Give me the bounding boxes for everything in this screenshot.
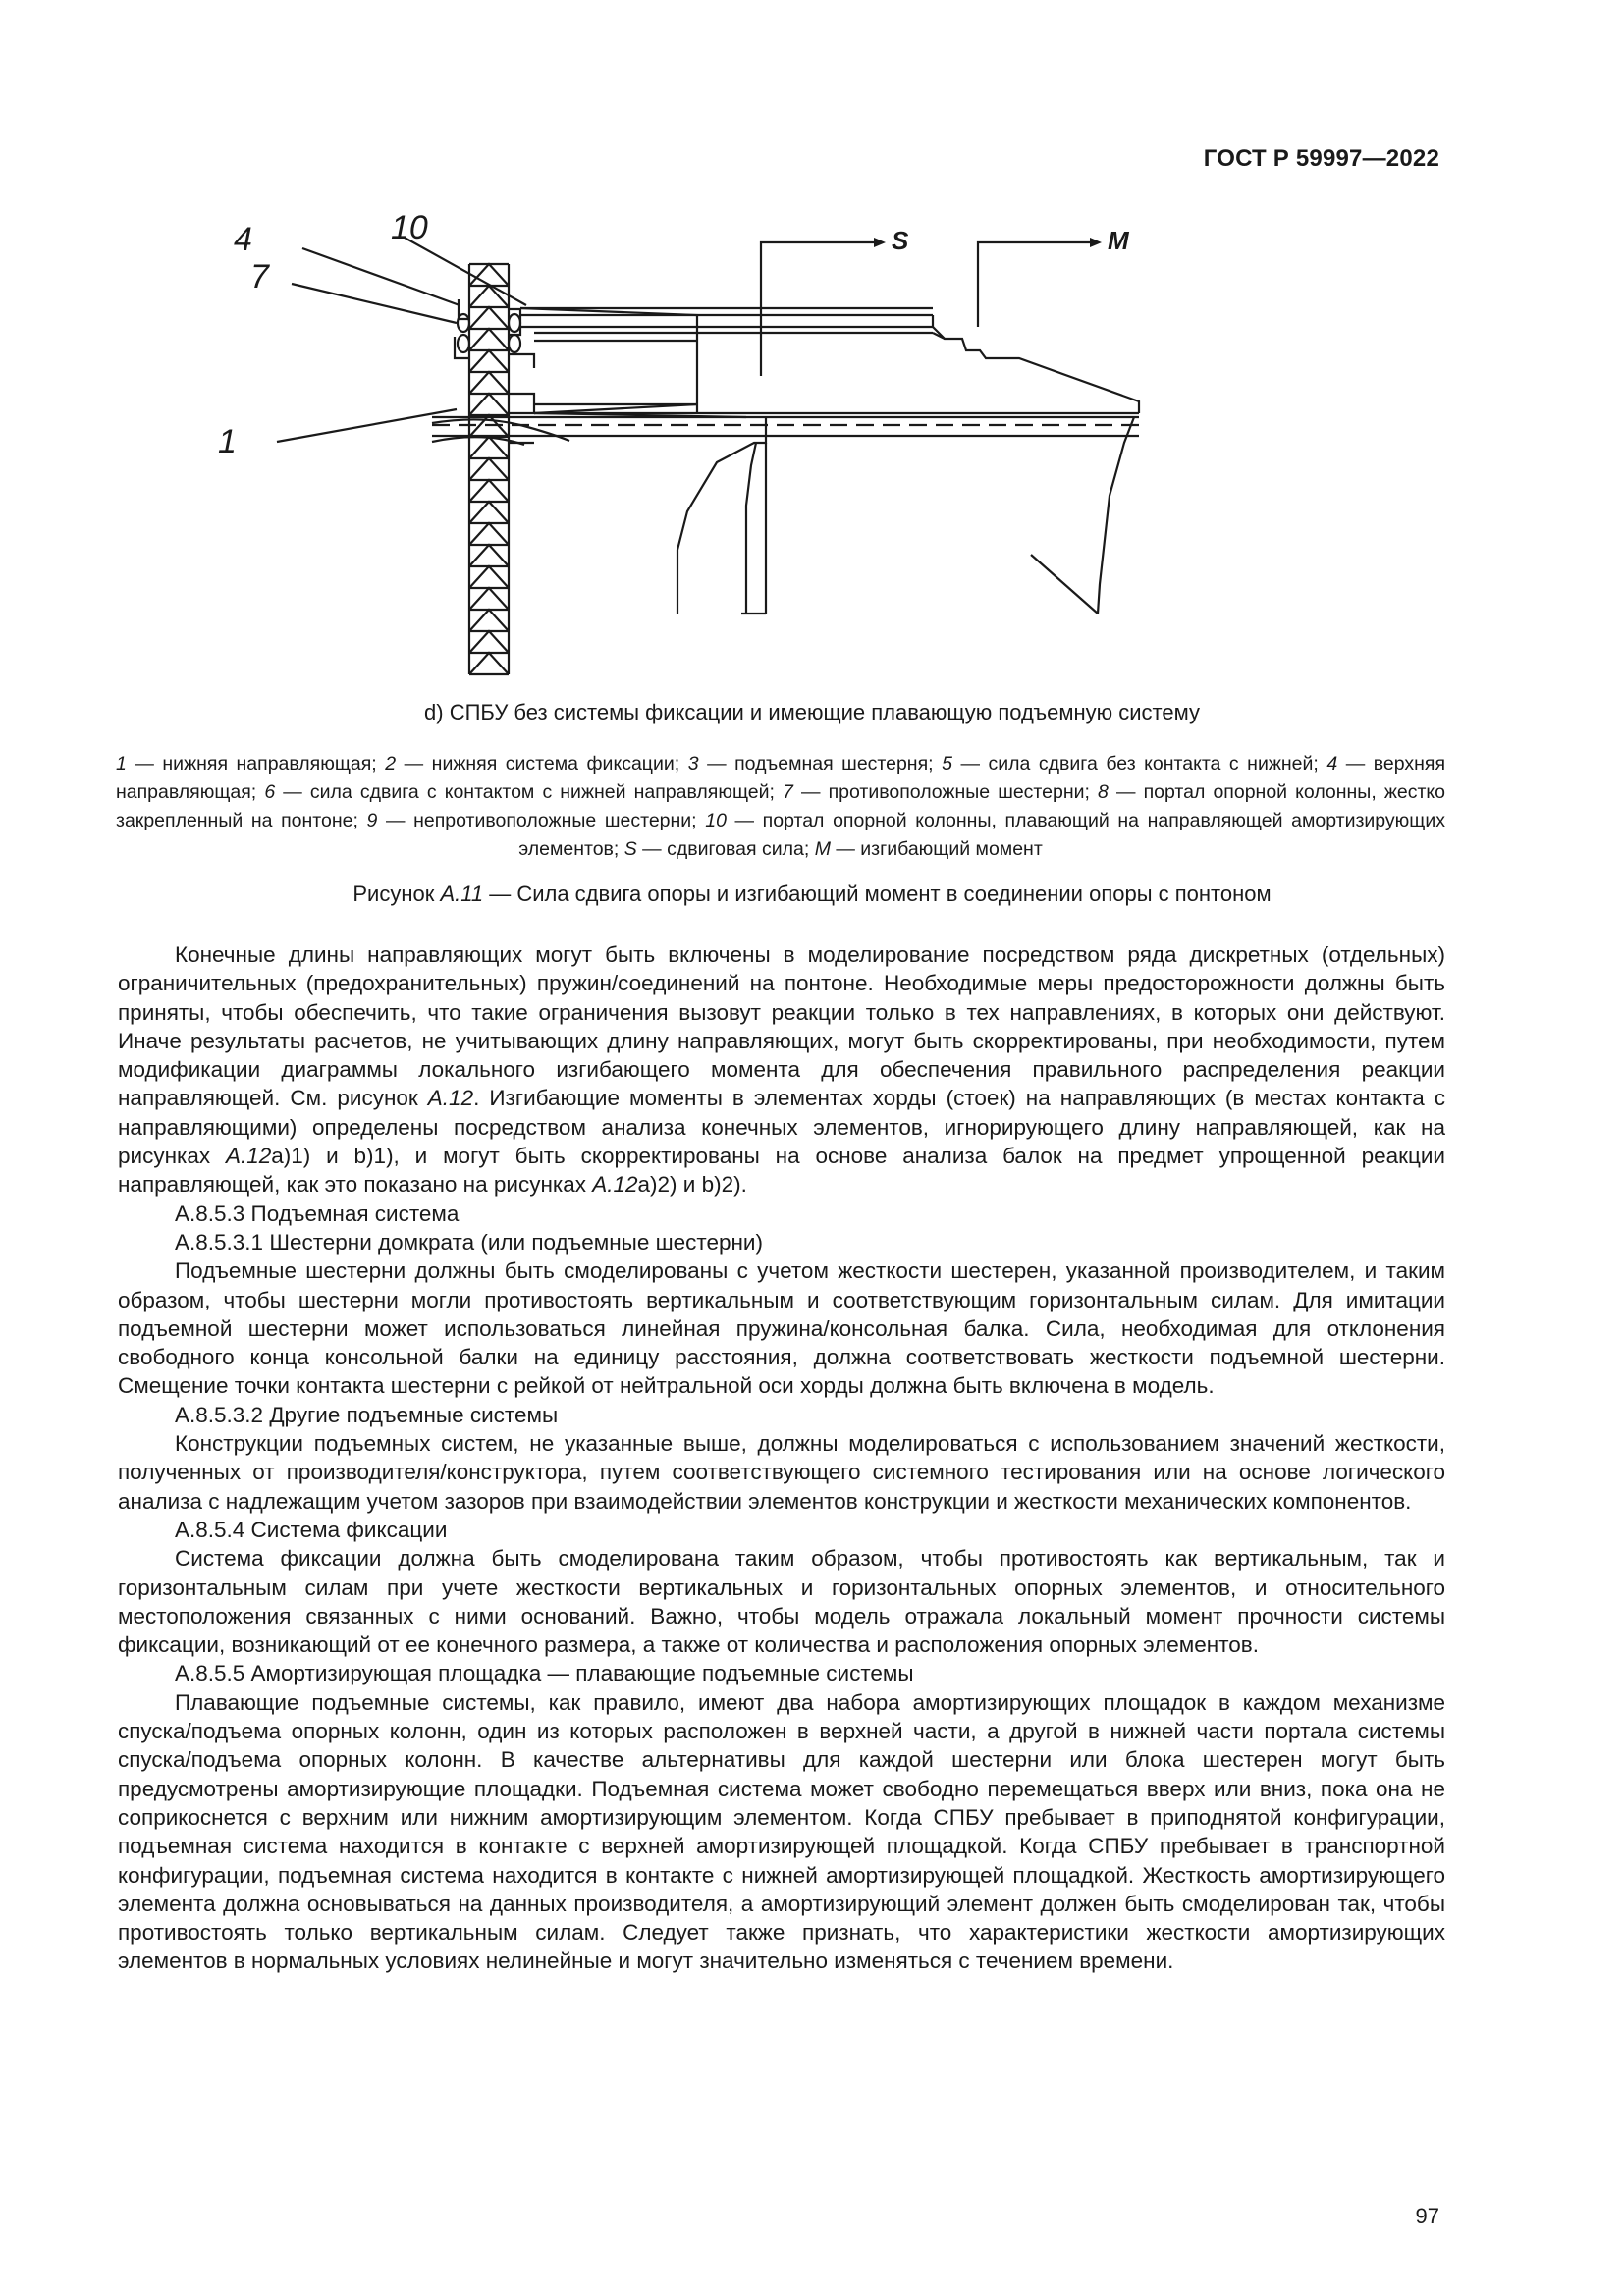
figure-title-number: А.11 — [440, 881, 484, 906]
legend-text: — нижняя направляющая; — [126, 753, 386, 774]
leader-7 — [292, 284, 457, 323]
figure-diagram — [218, 209, 1316, 682]
leader-1 — [277, 409, 457, 442]
hull — [677, 417, 1134, 614]
truss-brace — [469, 350, 509, 372]
legend-key: 9 — [366, 810, 378, 831]
legend-text: — противоположные шестерни; — [792, 781, 1099, 803]
legend-text: — изгибающий момент — [830, 838, 1043, 860]
legend-key: 4 — [1326, 753, 1338, 774]
legend-text: — сила сдвига без контакта с нижней; — [951, 753, 1327, 774]
section-heading: А.8.5.3 Подъемная система — [175, 1201, 460, 1226]
section-heading: А.8.5.3.2 Другие подъемные системы — [175, 1402, 559, 1427]
shear-arrow — [761, 238, 886, 376]
truss-brace — [469, 653, 509, 674]
section-heading: А.8.5.4 Система фиксации — [175, 1517, 448, 1542]
paragraph-3: Конструкции подъемных систем, не указанные выше, должны моделироваться с использованием значений жесткости, полученных от производителя/конструктора, путем соответствующего системного тестирования или на основе логического анализа с надлежащим учетом зазоров при взаимодействии элементов конструкции и жесткости механических компонентов. — [118, 1431, 1445, 1514]
truss-brace — [469, 631, 509, 653]
legend-key: 5 — [942, 753, 952, 774]
legend-key: S — [623, 838, 637, 860]
legend-text: — подъемная шестерня; — [698, 753, 943, 774]
leg-truss — [469, 264, 509, 674]
figure-legend — [116, 750, 1445, 864]
paragraph-4: Система фиксации должна быть смоделирована таким образом, чтобы противостоять как вертикальным, так и горизонтальным силам при учете жесткости вертикальных и горизонтальных опорных элементов, и относительного местоположения связанных с ними оснований. Важно, чтобы модель отражала локальный момент прочности системы фиксации, возникающий от ее конечного размера, а также от количества и расположения опорных элементов. — [118, 1546, 1445, 1658]
portal-structure — [432, 308, 1139, 445]
legend-text: — портал опорной колонны, плавающий на направляющей амортизирующих элементов; — [518, 810, 1445, 860]
label-7: 7 — [250, 258, 269, 295]
truss-brace — [469, 480, 509, 502]
standard-header: ГОСТ Р 59997—2022 — [1203, 145, 1439, 172]
truss-brace — [469, 610, 509, 631]
truss-brace — [469, 545, 509, 566]
page-number: 97 — [1415, 2204, 1439, 2228]
truss-brace — [469, 566, 509, 588]
figure-subcaption: d) СПБУ без системы фиксации и имеющие плавающую подъемную систему — [424, 700, 1200, 724]
label-m: M — [1108, 226, 1129, 255]
figure-title — [0, 881, 1624, 907]
truss-brace — [469, 458, 509, 480]
paragraph-2: Подъемные шестерни должны быть смоделированы с учетом жесткости шестерен, указанной производителем, и таким образом, чтобы шестерни могли противостоять вертикальным и соответствующим горизонтальным силам. Для имитации подъемной шестерни может использоваться линейная пружина/консольная балка. Сила, необходимая для отклонения свободного конца консольной балки на единицу расстояния, должна соответствовать жесткости подъемной шестерни. Смещение точки контакта шестерни с рейкой от нейтральной оси хорды должна быть включена в модель. — [118, 1258, 1445, 1399]
truss-brace — [469, 329, 509, 350]
label-s: S — [892, 226, 909, 255]
legend-text: — верхняя направляющая; — [116, 753, 1445, 803]
legend-text: — непротивоположные шестерни; — [377, 810, 706, 831]
section-heading: А.8.5.3.1 Шестерни домкрата (или подъемные шестерни) — [175, 1229, 763, 1255]
legend-text: — портал опорной колонны, жестко закрепленный на понтоне; — [116, 781, 1445, 831]
truss-brace — [469, 372, 509, 394]
label-4: 4 — [234, 221, 252, 258]
truss-brace — [469, 264, 509, 286]
figure-title-prefix: Рисунок — [352, 881, 441, 906]
paragraph-1: Конечные длины направляющих могут быть включены в моделирование посредством ряда дискретных (отдельных) ограничительных (предохранительных) пружин/соединений на понтоне. Необходимые меры предосторожности должны быть приняты, чтобы обеспечить, что такие ограничения вызовут реакции только в тех направлениях, в которых они действуют. Иначе результаты расчетов, не учитывающих длину направляющих, могут быть скорректированы, при необходимости, путем модификации диаграммы локального изгибающего момента для обеспечения правильного распределения реакции направляющей. См. рисунок А.12. Изгибающие моменты в элементах хорды (стоек) на направляющих (в местах контакта с направляющими) определены посредством анализа конечных элементов, игнорирующего длину направляющей, как на рисунках А.12а)1) и b)1), и могут быть скорректированы на основе анализа балок на предмет упрощенной реакции направляющей, как это показано на рисунках А.12а)2) и b)2). — [118, 942, 1446, 1198]
figure-title-text: — Сила сдвига опоры и изгибающий момент в соединении опоры с понтоном — [483, 881, 1272, 906]
legend-key: 10 — [705, 810, 727, 831]
moment-arrow — [978, 238, 1102, 327]
truss-brace — [469, 502, 509, 523]
body-text — [118, 940, 1445, 1976]
leader-4 — [302, 248, 460, 305]
truss-brace — [469, 523, 509, 545]
truss-brace — [469, 307, 509, 329]
legend-text: — сила сдвига с контактом с нижней направляющей; — [275, 781, 784, 803]
label-10: 10 — [391, 209, 428, 246]
legend-key: M — [814, 838, 831, 860]
legend-key: 3 — [687, 753, 699, 774]
paragraph-5: Плавающие подъемные системы, как правило, имеют два набора амортизирующих площадок в каждом механизме спуска/подъема опорных колонн, один из которых расположен в верхней части, а другой в нижней части портала системы спуска/подъема опорных колонн. В качестве альтернативы для каждой шестерни или блока шестерен могут быть предусмотрены амортизирующие площадки. Подъемная система может свободно перемещаться вверх или вниз, пока она не соприкоснется с верхним или нижним амортизирующим элементом. Когда СПБУ пребывает в приподнятой конфигурации, подъемная система находится в контакте с верхней амортизирующей площадкой. Когда СПБУ пребывает в транспортной конфигурации, подъемная система находится в контакте с нижней амортизирующей площадкой. Жесткость амортизирующего элемента должна основываться на данных производителя, а амортизирующий элемент должен быть смоделирован так, чтобы противостоять только вертикальным силам. Следует также признать, что характеристики жесткости амортизирующих элементов в нормальных условиях нелинейные и могут значительно изменяться с течением времени. — [118, 1689, 1445, 1974]
legend-key: 6 — [264, 781, 276, 803]
section-heading: А.8.5.5 Амортизирующая площадка — плавающие подъемные системы — [175, 1661, 914, 1686]
legend-key: 7 — [783, 781, 793, 803]
label-1: 1 — [218, 423, 237, 460]
truss-brace — [469, 394, 509, 415]
legend-key: 2 — [385, 753, 397, 774]
truss-brace — [469, 286, 509, 307]
legend-text: — сдвиговая сила; — [636, 838, 815, 860]
truss-brace — [469, 588, 509, 610]
legend-key: 1 — [116, 753, 127, 774]
legend-text: — нижняя система фиксации; — [396, 753, 688, 774]
legend-key: 8 — [1098, 781, 1109, 803]
